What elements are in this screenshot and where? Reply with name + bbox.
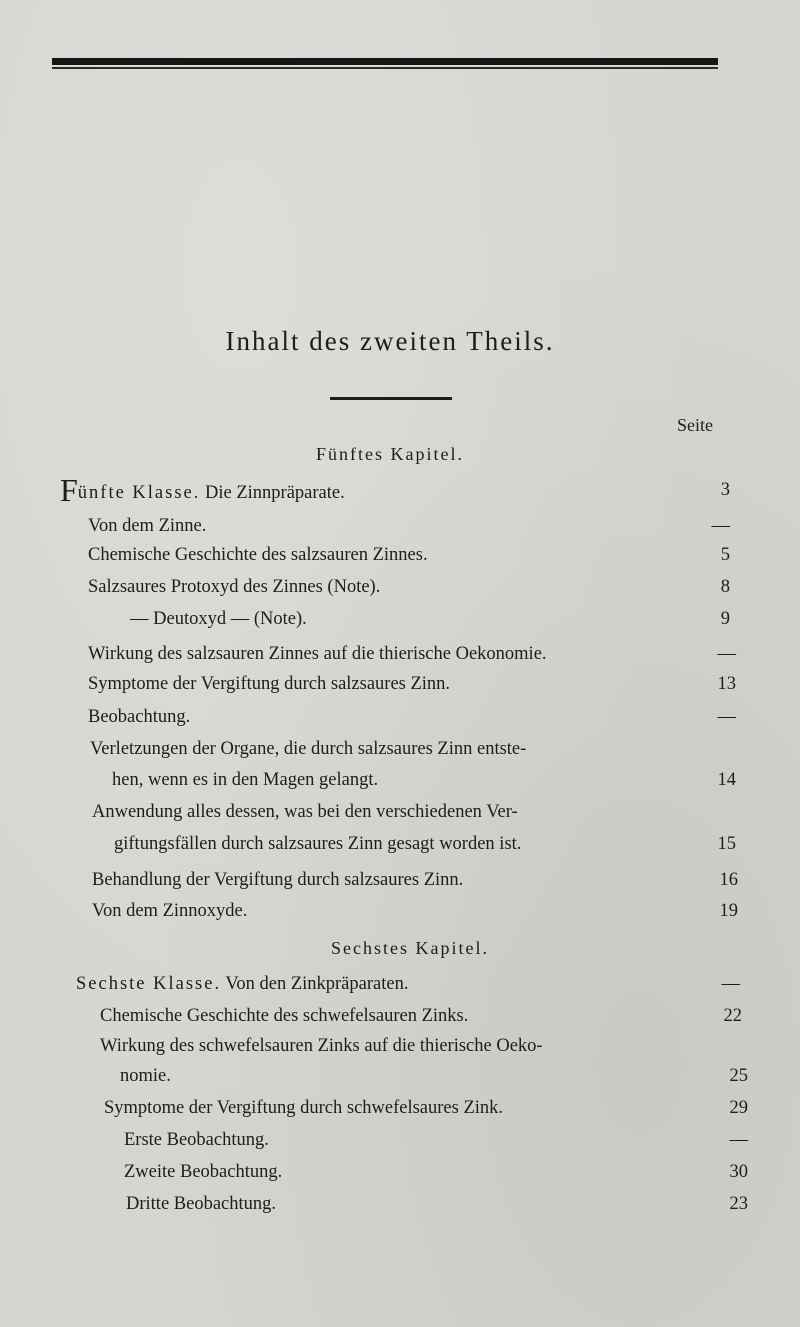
entry-title: Chemische Geschichte des salzsauren Zinnes. [88, 545, 428, 565]
entry-title: Dritte Beobachtung. [126, 1194, 277, 1214]
entry-title: Behandlung der Vergiftung durch salzsaures Zinn. [92, 870, 464, 890]
page-title: Inhalt des zweiten Theils. [225, 326, 555, 356]
toc-entry [120, 1062, 748, 1090]
page-number: — [711, 516, 730, 536]
page-number: 15 [717, 834, 736, 854]
toc-entry [92, 798, 736, 826]
toc-entry [92, 897, 738, 925]
toc-entry [88, 512, 730, 540]
toc-entry [124, 1158, 748, 1186]
entry-title: Symptome der Vergiftung durch schwefelsaures Zink. [104, 1098, 504, 1118]
page-column-label: Seite [677, 415, 713, 435]
page-number: 13 [717, 674, 736, 694]
toc-entry [88, 670, 736, 698]
title-rule [330, 397, 452, 400]
page-number: 23 [729, 1194, 748, 1214]
toc-entry [124, 1126, 748, 1154]
toc-entry [130, 605, 730, 633]
toc-entry [88, 640, 736, 668]
page-number: 3 [720, 480, 730, 500]
entry-title: Wirkung des salzsauren Zinnes auf die thierische Oekonomie. [88, 644, 547, 664]
entry-title: giftungsfällen durch salzsaures Zinn gesagt worden ist. [114, 834, 522, 854]
toc-entry [88, 541, 730, 569]
entry-title: Von dem Zinne. [88, 516, 207, 536]
entry-title: — Deutoxyd — (Note). [130, 609, 307, 629]
page-number: — [717, 644, 736, 664]
entry-title: Erste Beobachtung. [124, 1130, 269, 1150]
entry-title: Wirkung des schwefelsauren Zinks auf die thierische Oeko- [100, 1036, 543, 1056]
drop-cap: F [60, 472, 78, 508]
entry-title: Zweite Beobachtung. [124, 1162, 283, 1182]
entry-title: Beobachtung. [88, 707, 191, 727]
page-number: 30 [729, 1162, 748, 1182]
entry-title: nomie. [120, 1066, 171, 1086]
page-number: 8 [720, 577, 730, 597]
entry-title: Verletzungen der Organe, die durch salzsaures Zinn entste- [90, 739, 527, 759]
entry-title: Chemische Geschichte des schwefelsauren Zinks. [100, 1006, 469, 1026]
top-rule [52, 58, 718, 65]
toc-entry [92, 866, 738, 894]
page-number: 14 [717, 770, 736, 790]
toc-entry [100, 1002, 742, 1030]
page-number: 19 [719, 901, 738, 921]
entry-title: Symptome der Vergiftung durch salzsaures Zinn. [88, 674, 451, 694]
toc-entry [100, 1032, 742, 1060]
toc-entry [76, 970, 740, 998]
toc-entry [88, 703, 736, 731]
entry-title: Anwendung alles dessen, was bei den verschiedenen Ver- [92, 802, 518, 822]
class-label: ünfte Klasse. [77, 483, 201, 503]
entry-title: hen, wenn es in den Magen gelangt. [112, 770, 379, 790]
chapter-heading-5: Fünftes Kapitel. [316, 444, 464, 464]
page-number: 25 [729, 1066, 748, 1086]
page-number: 22 [723, 1006, 742, 1026]
top-rule-thin [52, 67, 718, 69]
entry-title: Von dem Zinnoxyde. [92, 901, 248, 921]
chapter-heading-6: Sechstes Kapitel. [331, 938, 489, 958]
class-label: Sechste Klasse. [76, 974, 222, 994]
page-number: 29 [729, 1098, 748, 1118]
page-number: 9 [720, 609, 730, 629]
page-number: — [721, 974, 740, 994]
toc-entry [104, 1094, 748, 1122]
page-number: — [729, 1130, 748, 1150]
toc-entry [126, 1190, 748, 1218]
toc-entry [90, 735, 736, 763]
entry-title: Von den Zinkpräparaten. [221, 974, 409, 994]
entry-title: Salzsaures Protoxyd des Zinnes (Note). [88, 577, 381, 597]
entry-title: Die Zinnpräparate. [200, 483, 345, 503]
page-number: 16 [719, 870, 738, 890]
toc-entry [112, 766, 736, 794]
page-number: 5 [720, 545, 730, 565]
toc-entry [114, 830, 736, 858]
toc-entry [60, 472, 730, 508]
page-number: — [717, 707, 736, 727]
toc-entry [88, 573, 730, 601]
